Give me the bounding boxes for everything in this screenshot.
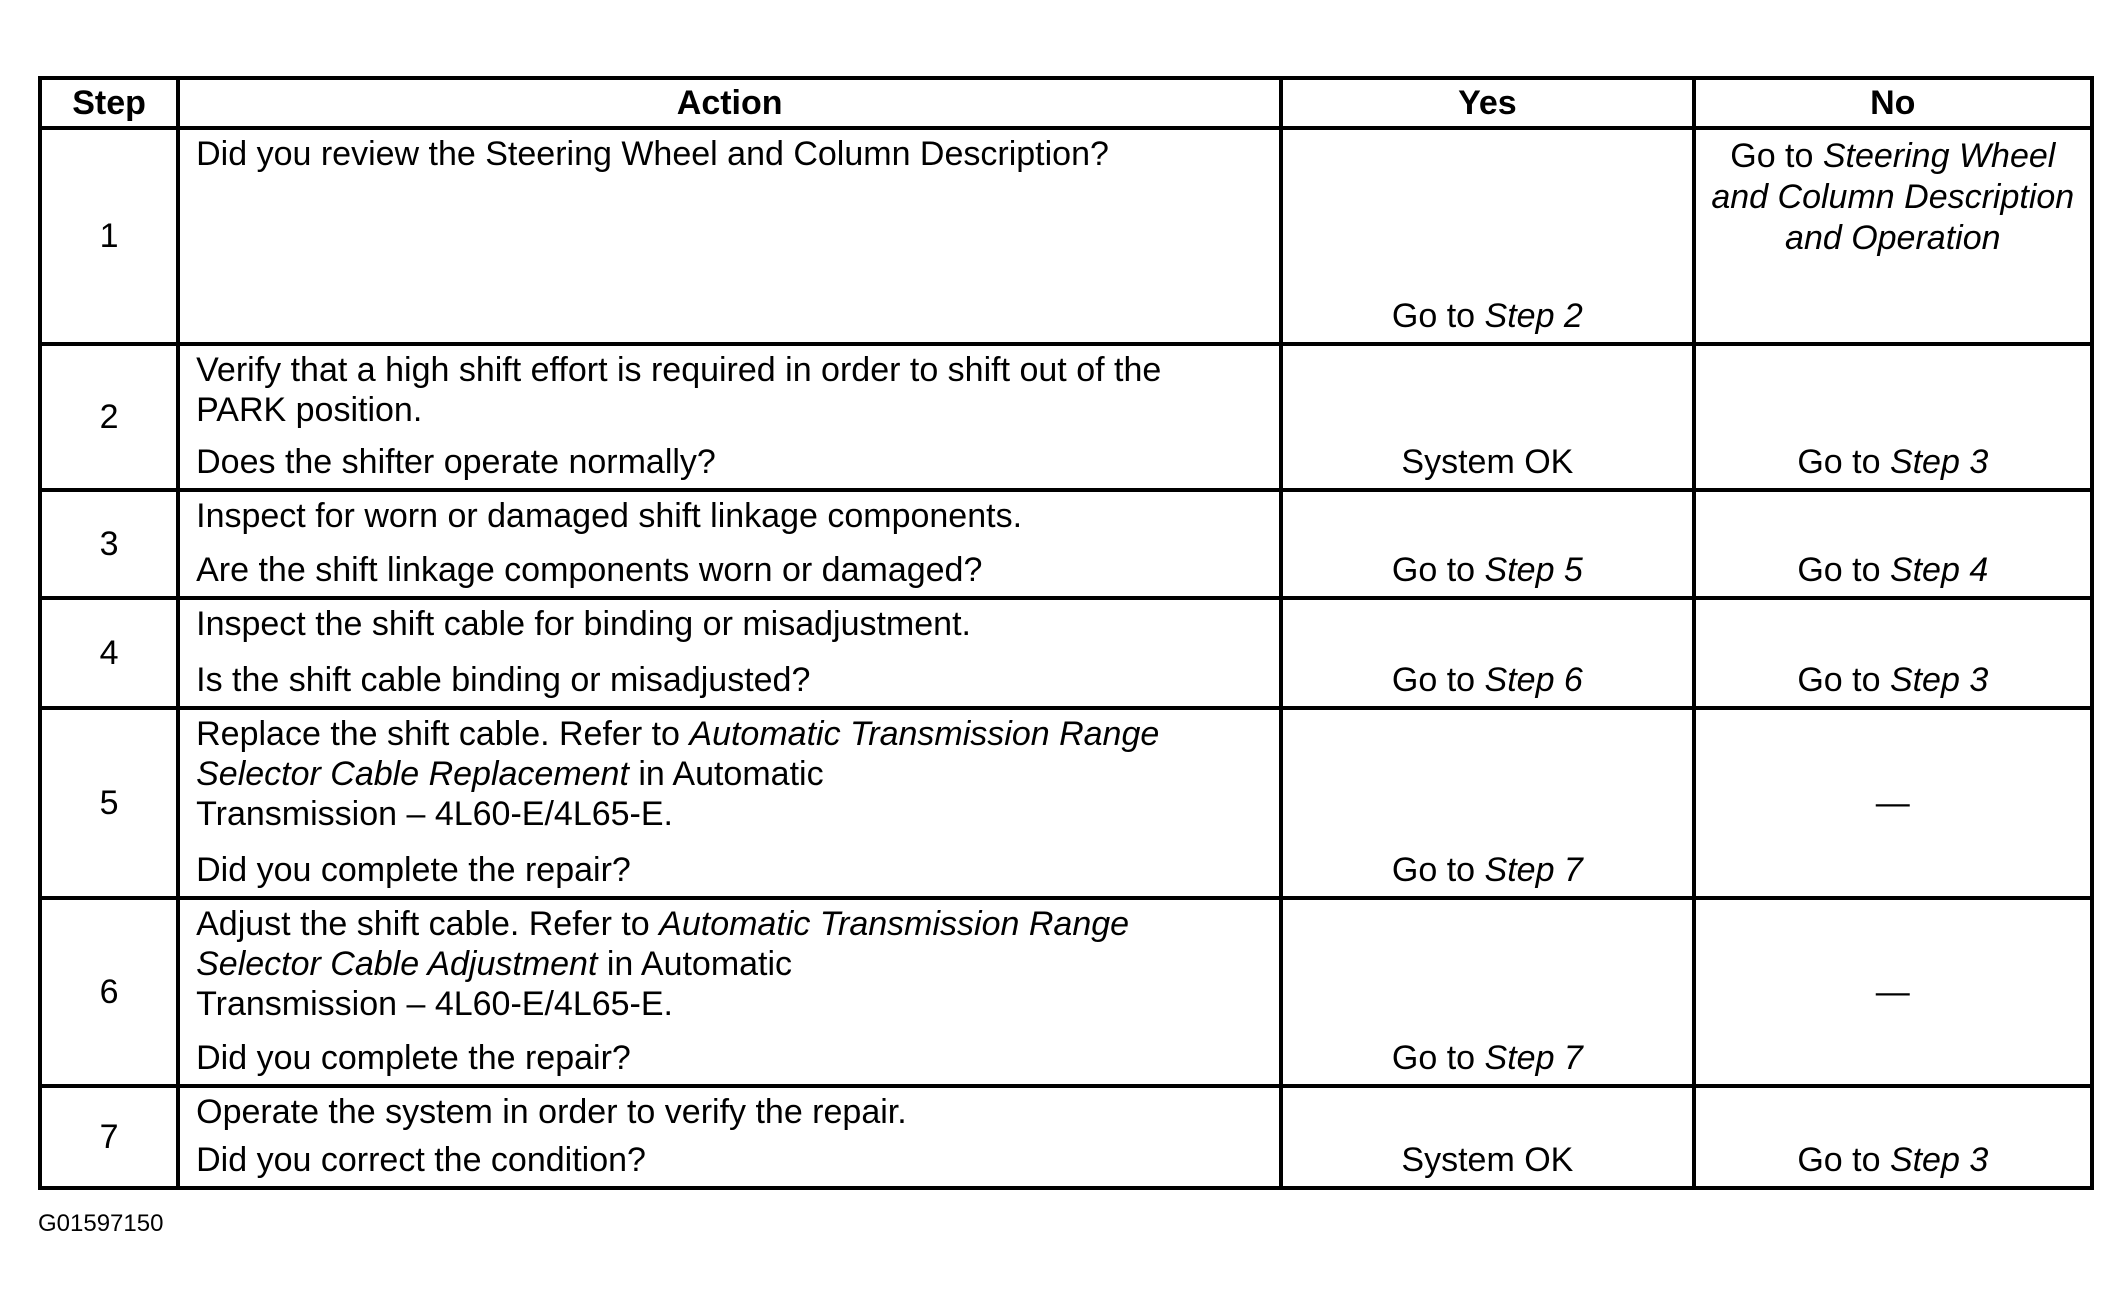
action-text (196, 904, 1263, 1024)
action-cell (178, 708, 1281, 898)
no-prefix: Go to (1797, 1141, 1890, 1179)
yes-prefix: Go to (1391, 297, 1485, 335)
table-row (40, 708, 2092, 898)
header-no: No (1694, 78, 2092, 128)
header-action: Action (178, 78, 1281, 128)
step-number: 3 (40, 490, 178, 598)
yes-target-link[interactable]: Step 2 (1484, 297, 1583, 335)
yes-result (1283, 550, 1691, 590)
no-prefix: Go to (1730, 137, 1823, 175)
yes-target-link[interactable]: Step 5 (1484, 551, 1583, 589)
no-result (1696, 550, 2090, 590)
action-reference-link[interactable]: Automatic Transmission Range Selector Cable Replacement (196, 715, 1160, 793)
yes-result (1283, 1038, 1691, 1078)
action-suffix-line-2: Transmission – 4L60-E/4L65-E. (196, 795, 673, 833)
no-cell (1694, 1086, 2092, 1188)
yes-prefix: Go to (1391, 1039, 1485, 1077)
yes-prefix: Go to (1391, 661, 1485, 699)
action-cell (178, 898, 1281, 1086)
yes-cell (1281, 344, 1693, 490)
action-question: Does the shifter operate normally? (196, 443, 716, 481)
table-row (40, 490, 2092, 598)
no-cell (1694, 598, 2092, 708)
action-cell (178, 598, 1281, 708)
no-cell (1694, 708, 2092, 898)
action-text (196, 714, 1263, 834)
yes-result (1283, 296, 1691, 336)
action-reference-link-line-2[interactable]: Selector Cable Adjustment (196, 945, 598, 983)
action-suffix-line-2: Transmission – 4L60-E/4L65-E. (196, 985, 673, 1023)
no-target-link[interactable]: Step 3 (1889, 443, 1989, 481)
yes-result: System OK (1401, 1141, 1574, 1179)
action-cell (178, 490, 1281, 598)
yes-cell (1281, 898, 1693, 1086)
action-question: Did you correct the condition? (196, 1141, 646, 1179)
table-row (40, 898, 2092, 1086)
no-prefix: Go to (1797, 661, 1890, 699)
step-number: 1 (40, 128, 178, 344)
no-result-dash: — (1875, 784, 1910, 822)
action-question: Is the shift cable binding or misadjusted? (196, 661, 811, 699)
no-prefix: Go to (1797, 443, 1890, 481)
action-suffix: in Automatic (628, 755, 824, 793)
action-text: Inspect for worn or damaged shift linkage components. (196, 497, 1023, 535)
action-question: Are the shift linkage components worn or damaged? (196, 551, 983, 589)
no-cell (1694, 344, 2092, 490)
step-number: 4 (40, 598, 178, 708)
diagnostic-table (38, 76, 2094, 1190)
no-result-dash: — (1875, 973, 1910, 1011)
action-text: Verify that a high shift effort is required in order to shift out of the PARK position. (196, 351, 1162, 429)
header-step: Step (40, 78, 178, 128)
no-prefix: Go to (1797, 551, 1890, 589)
step-number: 5 (40, 708, 178, 898)
yes-cell (1281, 1086, 1693, 1188)
action-suffix: in Automatic (597, 945, 793, 983)
action-prefix: Replace the shift cable. Refer to (196, 715, 690, 753)
no-result (1696, 442, 2090, 482)
yes-cell (1281, 128, 1693, 344)
action-question: Did you complete the repair? (196, 851, 631, 889)
header-yes: Yes (1281, 78, 1693, 128)
figure-id: G01597150 (38, 1210, 164, 1237)
no-result (1696, 660, 2090, 700)
table-row (40, 1086, 2092, 1188)
table-row (40, 128, 2092, 344)
no-result (1696, 1140, 2090, 1180)
yes-prefix: Go to (1391, 851, 1485, 889)
step-number: 7 (40, 1086, 178, 1188)
table-row (40, 344, 2092, 490)
no-cell (1694, 490, 2092, 598)
action-cell (178, 128, 1281, 344)
action-reference-link[interactable]: Automatic Transmission Range (659, 905, 1130, 943)
yes-result (1283, 660, 1691, 700)
action-cell (178, 344, 1281, 490)
yes-result: System OK (1401, 443, 1574, 481)
no-cell (1694, 128, 2092, 344)
yes-target-link[interactable]: Step 7 (1484, 851, 1583, 889)
step-number: 2 (40, 344, 178, 490)
table-row (40, 598, 2092, 708)
no-cell (1694, 898, 2092, 1086)
action-text: Inspect the shift cable for binding or misadjustment. (196, 605, 971, 643)
action-prefix: Adjust the shift cable. Refer to (196, 905, 660, 943)
action-text: Did you review the Steering Wheel and Column Description? (196, 135, 1109, 173)
yes-target-link[interactable]: Step 6 (1484, 661, 1583, 699)
yes-target-link[interactable]: Step 7 (1484, 1039, 1583, 1077)
yes-prefix: Go to (1391, 551, 1485, 589)
yes-cell (1281, 490, 1693, 598)
no-result (1696, 130, 2090, 259)
action-text: Operate the system in order to verify the repair. (196, 1093, 907, 1131)
action-cell (178, 1086, 1281, 1188)
no-target-link[interactable]: Step 3 (1889, 1141, 1989, 1179)
yes-cell (1281, 598, 1693, 708)
yes-result (1283, 850, 1691, 890)
action-question: Did you complete the repair? (196, 1039, 631, 1077)
no-target-link[interactable]: Step 3 (1889, 661, 1989, 699)
table-header-row (40, 78, 2092, 128)
no-target-link[interactable]: Steering Wheel and Column Description and Operation (1711, 137, 2075, 257)
no-target-link[interactable]: Step 4 (1889, 551, 1989, 589)
step-number: 6 (40, 898, 178, 1086)
yes-cell (1281, 708, 1693, 898)
